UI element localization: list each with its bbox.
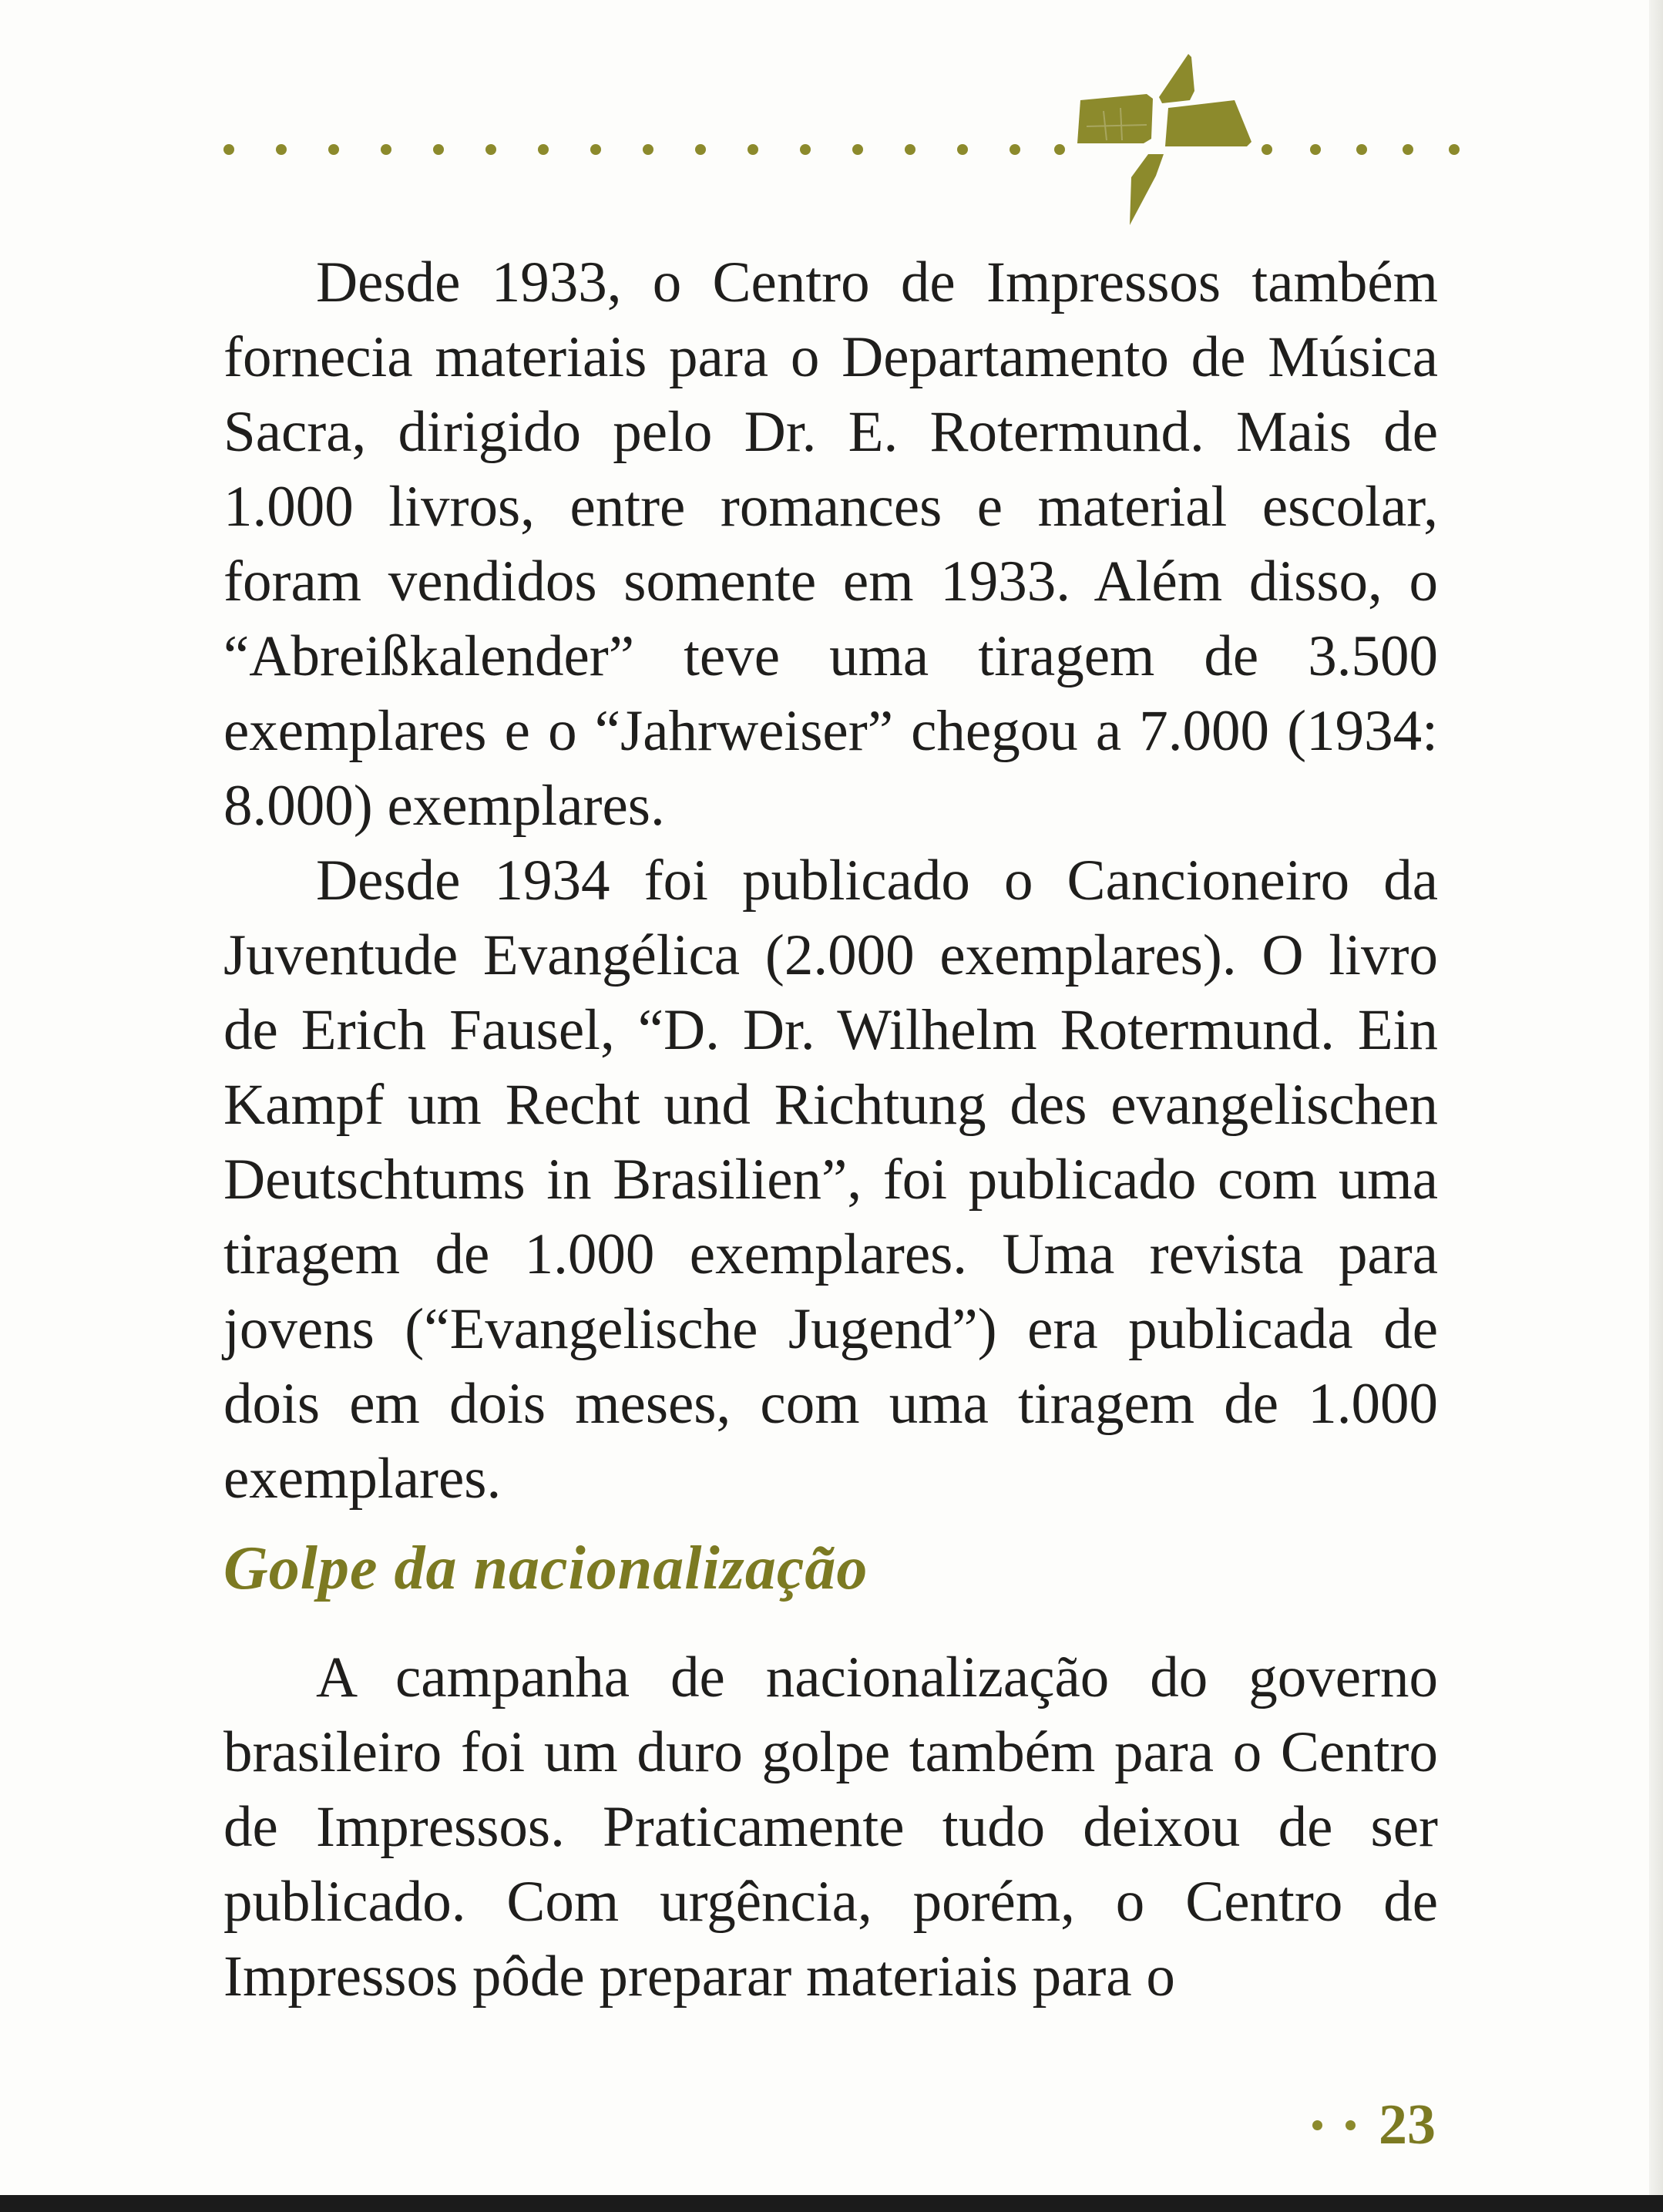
page-footer bbox=[1312, 2093, 1436, 2157]
ornament-dot bbox=[1310, 144, 1321, 155]
ornament-dot bbox=[905, 144, 915, 155]
cross-logo-icon bbox=[1073, 52, 1258, 230]
page-edge bbox=[1649, 0, 1663, 2212]
ornament-dot bbox=[852, 144, 863, 155]
ornament-dot bbox=[433, 144, 444, 155]
ornament-dot bbox=[1449, 144, 1460, 155]
ornament-dot bbox=[1010, 144, 1020, 155]
ornament-dot bbox=[1054, 144, 1065, 155]
section-title: Golpe da nacionalização bbox=[223, 1535, 868, 1602]
ornament-dot bbox=[485, 144, 496, 155]
ornament-dot bbox=[1403, 144, 1413, 155]
ornament-dot bbox=[957, 144, 968, 155]
ornament-dot bbox=[590, 144, 601, 155]
header-ornament bbox=[223, 108, 1456, 224]
scan-border bbox=[0, 2195, 1663, 2212]
paragraph-2: Desde 1934 foi publicado o Cancioneiro da Juventude Evangélica (2.000 exemplares). O livro de Erich Fausel, “D. Dr. Wilhelm Rotermund. Ein Kampf um Recht und Richtung des evangelischen Deutschtums in Brasilien”, foi publicado com uma tiragem de 1.000 exemplares. Uma revista para jovens (“Evangelische Jugend”) era publicada de dois em dois meses, com uma tiragem de 1.000 exemplares. bbox=[223, 849, 1438, 1511]
footer-dot bbox=[1312, 2120, 1322, 2130]
paragraph-1: Desde 1933, o Centro de Impressos também fornecia materiais para o Departamento de Música Sacra, dirigido pelo Dr. E. Rotermund. Mais de 1.000 livros, entre romances e material escolar, foram vendidos somente em 1933. Além disso, o “Abreißkalender” teve uma tiragem de 3.500 exemplares e o “Jahrweiser” chegou a 7.000 (1934: 8.000) exemplares. bbox=[223, 250, 1438, 838]
ornament-dot bbox=[223, 144, 234, 155]
ornament-dot bbox=[643, 144, 653, 155]
page-number: 23 bbox=[1379, 2093, 1436, 2157]
body-text-bottom bbox=[223, 1640, 1438, 2014]
ornament-dot bbox=[538, 144, 549, 155]
ornament-dot bbox=[276, 144, 287, 155]
ornament-dot bbox=[1356, 144, 1367, 155]
paragraph-3: A campanha de nacionalização do governo brasileiro foi um duro golpe também para o Centro de Impressos. Praticamente tudo deixou de ser publicado. Com urgência, porém, o Centro de Impressos pôde preparar materiais para o bbox=[223, 1646, 1438, 2009]
ornament-dot bbox=[381, 144, 391, 155]
ornament-dot bbox=[328, 144, 339, 155]
ornament-dot bbox=[695, 144, 706, 155]
body-text-top bbox=[223, 245, 1438, 1516]
footer-dot bbox=[1346, 2120, 1356, 2130]
ornament-dot bbox=[1262, 144, 1272, 155]
ornament-dot bbox=[748, 144, 758, 155]
ornament-dot bbox=[800, 144, 811, 155]
